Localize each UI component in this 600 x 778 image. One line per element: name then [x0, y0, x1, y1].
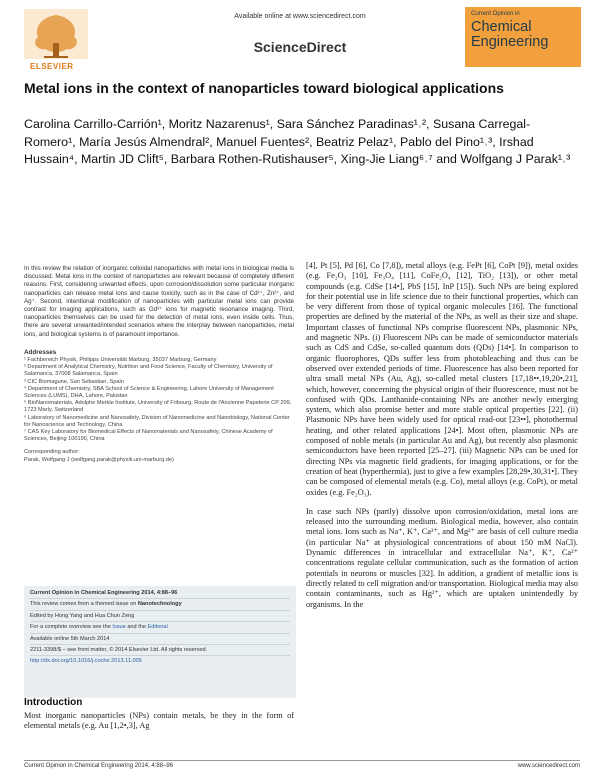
- right-column-body: [306, 261, 578, 619]
- footer-website[interactable]: www.sciencedirect.com: [517, 763, 580, 769]
- corresponding-author-label: Corresponding author:: [24, 449, 80, 456]
- address-list: [24, 357, 294, 443]
- address-item: ³ CIC Biomagune, San Sebastian, Spain: [24, 378, 124, 385]
- addresses-heading: Addresses: [24, 348, 57, 356]
- info-theme-topic: Nanotechnology: [137, 601, 182, 608]
- body-paragraph: [4], Pt [5], Pd [6], Co [7,8]), metal alloys (e.g. FePt [6], CoPt [9]), metal oxides (e.g. Fe₂O₃ [10], Fe₃O₄ [11], CoFe₂O₄ [12], TiO₂ [13]), or other metal compounds (e.g. CdSe [14•], PbS [15], InP [15]). Such NPs are being explored for their potential use in life science due to their functional properties, which can be very different from those of typical organic molecules [16]. The functional properties are defined by the material of the NPs, as well as their size and shape. Important classes of functional NPs comprise fluorescent NPs, plasmonic NPs, and magnetic NPs. (i) Fluorescent NPs can be made of semiconductor materials such as CdS and CdSe, so-called quantum dots (QDs) [14•]. In comparison to organic fluorophores, QDs suffer less from photobleaching and thus can be observed over extended periods of time. Fluorescence has also been reported for ultra small metal NPs (Au, Ag), so-called metal clusters [17,18••,19,20•,21], which, however, concerning the physical origin of their fluorescence, must not be confused with QDs. Lanthanide-containing NPs are another newly emerging system, which also promise better and more stable optical properties [22]. (ii) Plasmonic NPs have been widely used for optical read-out [23••], photothermal heating, and other related applications [24•]. Most often, plasmonic NPs are composed of noble metals (in particular Au and Ag), but recently also plasmonic semiconductors have been reported [25–27]. (iii) Magnetic NPs can be used for directing NPs via magnetic field gradients, for imaging applications, or for the creation of heat (hyperthermia), just to give a few examples [28,29•,30,31•]. They can be composed of elemental metals (e.g. Co), metal alloys (e.g. CoPt), or metal oxides (e.g. Fe₂O₃).: [306, 261, 578, 497]
- address-item: ⁵ BioNanomaterials, Adolphe Merkle Institute, University of Fribourg, Route de l'Ancienne Papeterie CP 209, 1723 Marly, Switzerland: [24, 400, 292, 414]
- info-theme-prefix: This review comes from a themed issue on: [30, 601, 138, 608]
- info-theme-line: [30, 601, 290, 610]
- abstract-text: In this review the relation of inorganic colloidal nanoparticles with metal ions in biological media is discussed. Metal ions in the context of nanoparticles are relevant because of completely different reasons. First, considering unwanted effects, upon corrosion/dissolution some particular inorganic nanoparticles can release metal ions and cause toxicity, such as in the case of Cd²⁺, Zn²⁺, and Ag⁺. Second, intentional modification of nanoparticles with particular metal ions can provide contrast for imaging applications, such as Gd³⁺ ions for magnetic resonance imaging. Third, nanoparticles themselves can be used for the detection of metal ions, even inside cells. Thus, there are several unwanted/intended scenarios where the interplay between nanoparticles, metal ions, and biological systems is of paramount importance.: [24, 265, 294, 338]
- journal-cover-box: [465, 7, 581, 67]
- info-overview-line: [30, 624, 290, 633]
- article-info-box: [24, 586, 296, 698]
- info-journal-citation: Current Opinion in Chemical Engineering 2014, 4:88–96: [30, 590, 178, 596]
- info-overview-and: and the: [125, 624, 148, 631]
- doi-link[interactable]: http://dx.doi.org/10.1016/j.coche.2013.11.005: [30, 658, 142, 665]
- address-item: ² Department of Analytical Chemistry, Nutrition and Food Science, Faculty of Chemistry, University of Salamanca, 37008 Salamanca, Spain: [24, 364, 273, 378]
- info-available-line: Available online 5th March 2014: [30, 636, 290, 645]
- journal-series-label: Current Opinion in: [471, 11, 520, 17]
- introduction-text: Most inorganic nanoparticles (NPs) contain metals, be they in the form of elemental metals (e.g. Au [1,2•,3], Ag: [24, 711, 294, 731]
- info-journal-line: [30, 590, 290, 599]
- editorial-link[interactable]: Editorial: [147, 624, 168, 631]
- info-overview-prefix: For a complete overview see the: [30, 624, 113, 631]
- introduction-heading: Introduction: [24, 697, 83, 708]
- author-list: Carolina Carrillo-Carrión¹, Moritz Nazarenus¹, Sara Sánchez Paradinas¹˒², Susana Carregal-Romero¹, María Jesús Almendral², Manuel Fuentes², Beatriz Pelaz¹, Pablo del Pino¹˒³, Irshad Hussain⁴, Martin JD Clift⁵, Barbara Rothen-Rutishauser⁵, Xing-Jie Liang⁶˒⁷ and Wolfgang J Parak¹˒³: [24, 117, 571, 166]
- sciencedirect-brand: ScienceDirect: [253, 39, 347, 55]
- issue-link[interactable]: Issue: [112, 624, 126, 631]
- article-title: Metal ions in the context of nanoparticles toward biological applications: [24, 80, 504, 96]
- body-paragraph: In case such NPs (partly) dissolve upon corrosion/oxidation, metal ions are released into the surrounding medium. Biological media, however, also contain metal ions. Ions such as Na⁺, K⁺, Ca²⁺, and Mg²⁺ are basis of cell culture media (in particular Na⁺ at physiological concentrations of about 150 mM NaCl). Dynamic differences in intracellular and extracellular Na⁺, K⁺, Ca²⁺ concentrations regulate cellular communication, such as the formation of action potentials in neurons or muscles [32]. In addition, a gradient of metallic ions is directly related to cell migration and/or transportation. Biological media may also contain contaminants, such as Hg²⁺, which are uptaken unintendedly by organisms. In the: [306, 506, 578, 609]
- footer-divider: [24, 760, 580, 761]
- info-copyright-line: 2211-3398/$ – see front matter, © 2014 Elsevier Ltd. All rights reserved.: [30, 647, 290, 656]
- corresponding-author-block: [24, 449, 294, 463]
- corresponding-author-contact[interactable]: Parak, Wolfgang J (wolfgang.parak@physik.uni-marburg.de): [24, 456, 174, 463]
- address-item: ⁴ Department of Chemistry, SBA School of Science & Engineering, Lahore University of Management Sciences (LUMS), DHA, Lahore, Pakistan: [24, 385, 274, 400]
- page-header: [0, 0, 600, 74]
- available-online-text: Available online at www.sciencedirect.com: [234, 13, 366, 20]
- left-column-front-matter: [24, 265, 294, 464]
- address-item: ⁷ CAS Key Laboratory for Biomedical Effects of Nanomaterials and Nanosafety, Chinese Academy of Sciences, Beijing 100190, China: [24, 429, 273, 443]
- address-item: ¹ Fachbereich Physik, Philipps Universität Marburg, 35037 Marburg, Germany: [24, 357, 217, 364]
- publisher-logo-text: ELSEVIER: [30, 62, 74, 71]
- info-editors-line: Edited by Hong Yang and Hua Chun Zeng: [30, 613, 290, 622]
- footer-journal-citation: Current Opinion in Chemical Engineering 2014, 4:88–96: [24, 763, 174, 769]
- journal-name: Chemical Engineering: [471, 19, 549, 50]
- address-item: ⁶ Laboratory of Nanomedicine and Nanosafety, Division of Nanomedicine and Nanobiology, National Center for Nanoscience and Technology, China: [24, 414, 290, 428]
